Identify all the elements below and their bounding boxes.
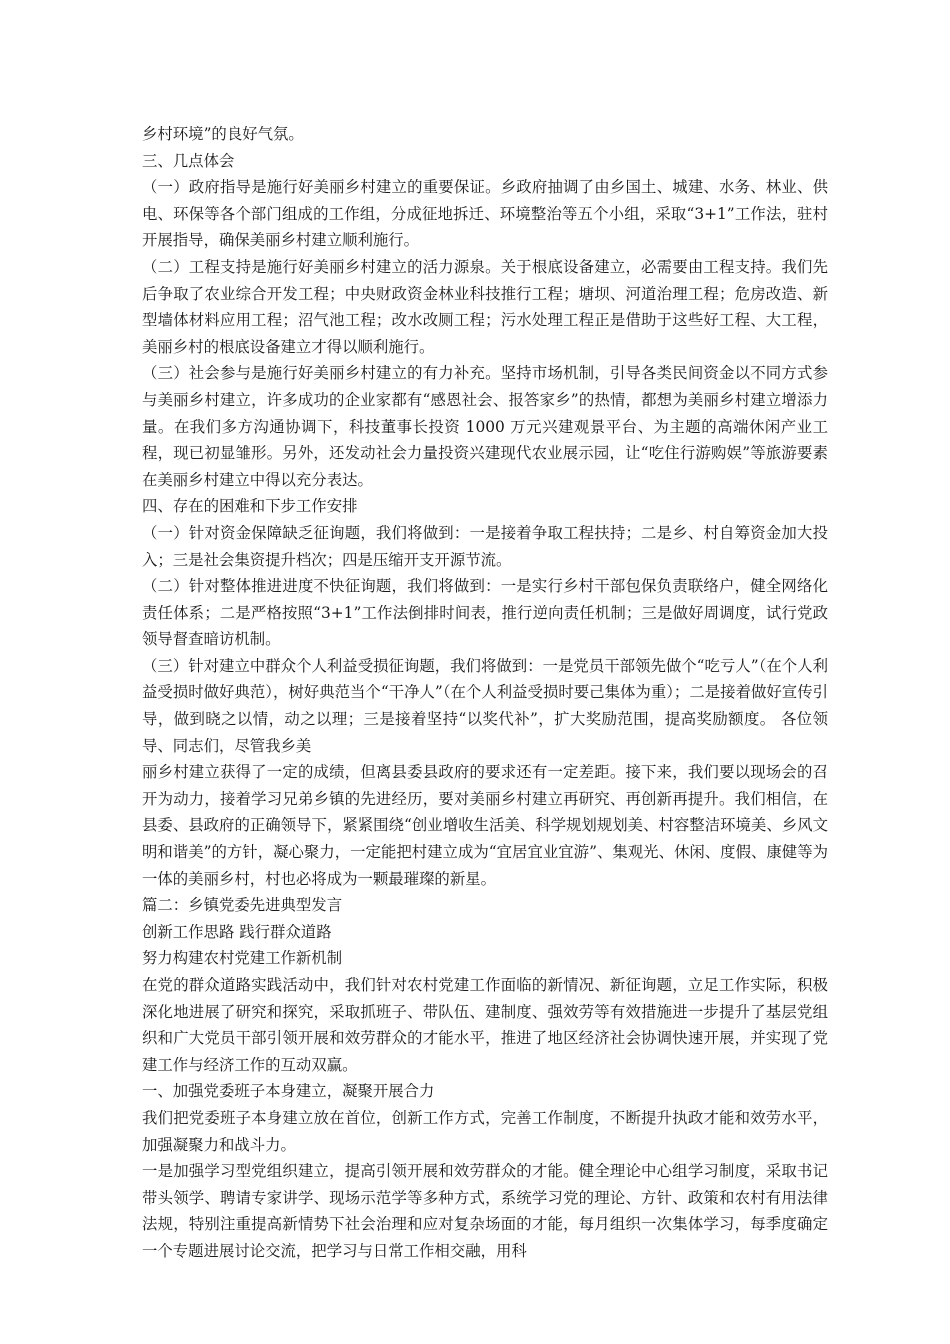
paragraph-article-two-intro: 在党的群众道路实践活动中，我们针对农村党建工作面临的新情况、新征询题，立足工作实际，积极深化地进展了研究和探究，采取抓班子、带队伍、建制度、强效劳等有效措施进一步提升了基层党组织和广大党员干部引领开展和效劳群众的才能水平，推进了地区经济社会协调快速开展，并实现了党建工作与经济工作的互动双赢。 <box>142 976 828 1074</box>
section-heading-three: 三、几点体会 <box>142 151 235 170</box>
paragraph-conclusion: 丽乡村建立获得了一定的成绩，但离县委县政府的要求还有一定差距。接下来，我们要以现场会的召开为动力，接着学习兄弟乡镇的先进经历，要对美丽乡村建立再研究、再创新再提升。我们相信，在县委、县政府的正确领导下，紧紧围绕“创业增收生活美、科学规划规划美、村容整洁环境美、乡风文明和谐美”的方针，凝心聚力，一定能把村建立成为“宜居宜业宜游”、集观光、休闲、度假、康健等为一体的美丽乡村，村也必将成为一颗最璀璨的新星。 <box>142 763 828 888</box>
paragraph-government-guidance: （一）政府指导是施行好美丽乡村建立的重要保证。乡政府抽调了由乡国土、城建、水务、林业、供电、环保等各个部门组成的工作组，分成征地拆迁、环境整治等五个小组，采取“3+1”工作法，驻村开展指导，确保美丽乡村建立顺利施行。 <box>142 178 828 250</box>
paragraph-social-participation: （三）社会参与是施行好美丽乡村建立的有力补充。坚持市场机制，引导各类民间资金以不同方式参与美丽乡村建立，许多成功的企业家都有“感恩社会、报答家乡”的热情，都想为美丽乡村建立增添力量。在我们多方沟通协调下，科技董事长投资 1000 万元兴建观景平台、为主题的高端休闲产业工程，现已初显雏形。另外，还发动社会力量投资兴建现代农业展示园，让“吃住行游购娱”等旅游要素在美丽乡村建立中得以充分表达。 <box>142 364 828 489</box>
paragraph-party-committee: 我们把党委班子本身建立放在首位，创新工作方式，完善工作制度，不断提升执政才能和效劳水平，加强凝聚力和战斗力。 <box>142 1108 828 1154</box>
section-heading-four: 四、存在的困难和下步工作安排 <box>142 497 358 516</box>
document-body <box>142 121 828 1265</box>
paragraph-continued-text: 乡村环境”的良好气氛。 <box>142 125 304 143</box>
article-two-subtitle-1: 创新工作思路 践行群众道路 <box>142 922 332 941</box>
section-heading-one: 一、加强党委班子本身建立，凝聚开展合力 <box>142 1082 435 1101</box>
article-two-subtitle-2: 努力构建农村党建工作新机制 <box>142 949 343 968</box>
paragraph-learning-organization: 一是加强学习型党组织建立，提高引领开展和效劳群众的才能。健全理论中心组学习制度，采取书记带头领学、聘请专家讲学、现场示范学等多种方式，系统学习党的理论、方针、政策和农村有用法律法规，特别注重提高新情势下社会治理和应对复杂场面的才能，每月组织一次集体学习，每季度确定一个专题进展讨论交流，把学习与日常工作相交融，用科 <box>142 1162 828 1260</box>
paragraph-funding-issue: （一）针对资金保障缺乏征询题，我们将做到：一是接着争取工程扶持；二是乡、村自筹资金加大投入；三是社会集资提升档次；四是压缩开支开源节流。 <box>142 523 828 569</box>
paragraph-interest-issue: （三）针对建立中群众个人利益受损征询题，我们将做到：一是党员干部领先做个“吃亏人”（在个人利益受损时做好典范），树好典范当个“干净人”（在个人利益受损时要己集体为重）；二是接着做好宣传引导，做到晓之以情，动之以理；三是接着坚持“以奖代补”，扩大奖励范围，提高奖励额度。 各位领导、同志们，尽管我乡美 <box>142 656 828 755</box>
paragraph-project-support: （二）工程支持是施行好美丽乡村建立的活力源泉。关于根底设备建立，必需要由工程支持。我们先后争取了农业综合开发工程；中央财政资金林业科技推行工程；塘坝、河道治理工程；危房改造、新型墙体材料应用工程；沼气池工程；改水改厕工程；污水处理工程正是借助于这些好工程、大工程，美丽乡村的根底设备建立才得以顺利施行。 <box>142 257 828 356</box>
paragraph-progress-issue: （二）针对整体推进进度不快征询题，我们将做到：一是实行乡村干部包保负责联络户，健全网络化责任体系；二是严格按照“3+1”工作法倒排时间表，推行逆向责任机制；三是做好周调度，试行党政领导督查暗访机制。 <box>142 577 828 649</box>
article-two-title: 篇二：乡镇党委先进典型发言 <box>142 896 343 915</box>
